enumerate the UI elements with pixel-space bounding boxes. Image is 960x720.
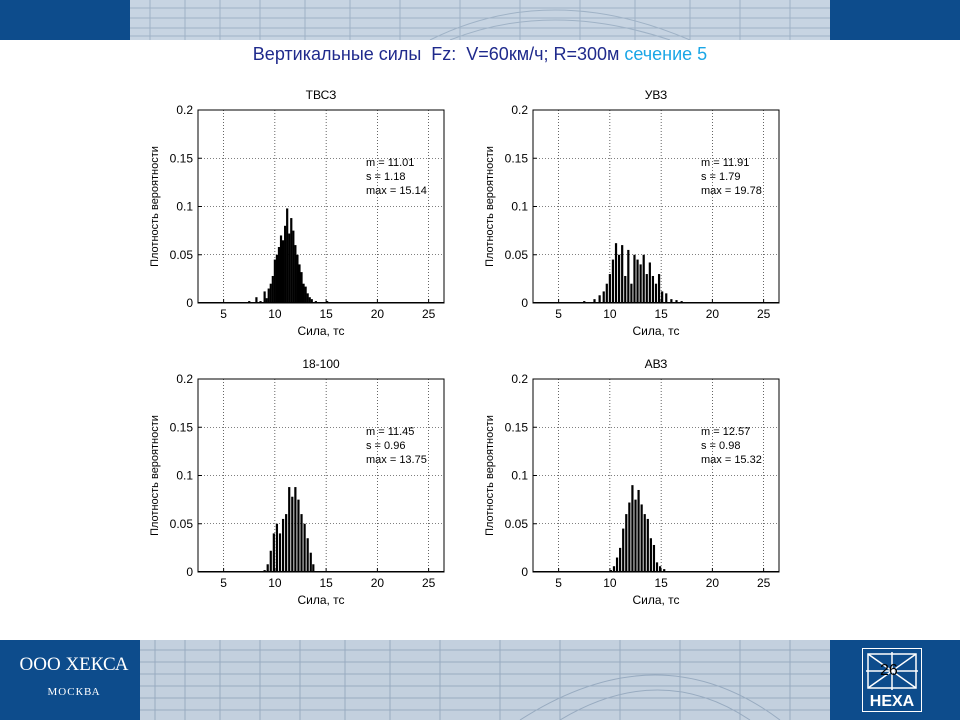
- mesh-decoration: [140, 640, 830, 720]
- chart-title: АВЗ: [644, 357, 668, 371]
- histogram-bar: [653, 545, 655, 572]
- histogram-bar: [652, 276, 654, 303]
- histogram-bar: [646, 274, 648, 303]
- x-tick-label: 5: [220, 576, 227, 590]
- histogram-bar: [302, 284, 304, 303]
- histogram-bar: [643, 255, 645, 303]
- histogram-bar: [637, 490, 639, 572]
- histogram-bar: [264, 291, 266, 303]
- x-tick-label: 15: [654, 307, 668, 321]
- x-tick-label: 15: [654, 576, 668, 590]
- chart-uvz: [475, 85, 795, 350]
- histogram-bar: [270, 551, 272, 572]
- page-number: 26: [880, 662, 898, 679]
- x-tick-label: 10: [603, 307, 617, 321]
- slide-title: [0, 44, 960, 65]
- histogram-bar: [270, 284, 272, 303]
- company-name: ООО ХЕКСА: [19, 654, 129, 675]
- histogram-bar: [658, 274, 660, 303]
- histogram-bar: [625, 514, 627, 572]
- histogram-bar: [628, 503, 630, 572]
- histogram-bar: [641, 504, 643, 572]
- header-band: [0, 0, 960, 40]
- histogram-bar: [606, 284, 608, 303]
- histogram-bar: [285, 514, 287, 572]
- histogram-bar: [300, 272, 302, 303]
- histogram-bar: [278, 247, 280, 303]
- histogram-bar: [272, 276, 274, 303]
- x-tick-label: 20: [370, 576, 385, 590]
- x-tick-label: 5: [555, 307, 562, 321]
- histogram-bar: [286, 208, 288, 303]
- histogram-bar: [305, 287, 307, 303]
- y-tick-label: 0.05: [504, 247, 528, 262]
- histogram-bar: [619, 548, 621, 572]
- y-tick-label: 0.15: [169, 420, 193, 435]
- histogram-bar: [616, 558, 618, 572]
- y-tick-label: 0: [186, 565, 193, 579]
- histogram-bar: [603, 291, 605, 303]
- y-axis-label: Плотность вероятности: [149, 146, 161, 267]
- x-axis-label: Сила, тс: [632, 593, 680, 607]
- y-axis-label: Плотность вероятности: [149, 415, 161, 536]
- histogram-bar: [624, 276, 626, 303]
- histogram-bar: [267, 564, 269, 572]
- x-tick-label: 10: [268, 307, 282, 321]
- histogram-bar: [631, 485, 633, 572]
- x-tick-label: 10: [268, 576, 282, 590]
- histogram-bar: [644, 514, 646, 572]
- x-tick-label: 15: [319, 307, 333, 321]
- histogram-bar: [665, 293, 667, 303]
- histogram-bar: [300, 514, 302, 572]
- company-city: МОСКВА: [47, 686, 101, 698]
- histogram-bar: [307, 293, 309, 303]
- mesh-decoration: [130, 0, 830, 40]
- y-tick-label: 0.2: [176, 103, 193, 117]
- x-tick-label: 25: [756, 576, 771, 590]
- x-tick-label: 25: [756, 307, 771, 321]
- y-tick-label: 0.15: [169, 151, 193, 166]
- histogram-bar: [282, 240, 284, 303]
- histogram-bar: [288, 234, 290, 303]
- chart-avz: [475, 354, 795, 619]
- histogram-bar: [279, 533, 281, 572]
- stats-annotation: m = 11.91: [701, 157, 750, 169]
- y-tick-label: 0.1: [176, 199, 193, 214]
- histogram-bar: [292, 231, 294, 303]
- histogram-bar: [310, 553, 312, 572]
- x-tick-label: 15: [319, 576, 333, 590]
- stats-annotation: max = 19.78: [701, 185, 762, 197]
- stats-annotation: s = 1.18: [366, 171, 406, 183]
- x-axis-label: Сила, тс: [632, 324, 680, 338]
- y-tick-label: 0: [186, 296, 193, 310]
- histogram-bar: [273, 533, 275, 572]
- y-tick-label: 0.2: [511, 372, 528, 386]
- y-tick-label: 0.1: [511, 199, 528, 214]
- stats-annotation: max = 13.75: [366, 454, 427, 466]
- y-tick-label: 0.1: [176, 468, 193, 483]
- stats-annotation: s = 0.98: [701, 440, 741, 452]
- x-tick-label: 20: [705, 307, 720, 321]
- histogram-bar: [636, 260, 638, 303]
- histogram-bar: [599, 295, 601, 303]
- histogram-bar: [296, 255, 298, 303]
- y-tick-label: 0.15: [504, 151, 528, 166]
- histogram-bar: [655, 284, 657, 303]
- chart-title: 18-100: [302, 357, 340, 371]
- histogram-bar: [294, 487, 296, 572]
- histogram-bar: [647, 519, 649, 572]
- histogram-bar: [634, 500, 636, 572]
- footer-band: [0, 640, 960, 720]
- hexa-logo: [862, 648, 922, 712]
- title-highlight: сечение 5: [624, 44, 708, 64]
- logo-text: HEXA: [869, 693, 915, 710]
- stats-annotation: s = 1.79: [701, 171, 741, 183]
- histogram-bar: [622, 529, 624, 572]
- y-axis-label: Плотность вероятности: [484, 146, 496, 267]
- histogram-bar: [280, 235, 282, 303]
- y-tick-label: 0.05: [169, 247, 193, 262]
- histogram-bar: [649, 262, 651, 303]
- y-tick-label: 0: [521, 296, 528, 310]
- y-tick-label: 0: [521, 565, 528, 579]
- x-tick-label: 5: [220, 307, 227, 321]
- y-tick-label: 0.2: [176, 372, 193, 386]
- histogram-bar: [627, 250, 629, 303]
- stats-annotation: s = 0.96: [366, 440, 406, 452]
- histogram-bar: [621, 245, 623, 303]
- histogram-bar: [615, 243, 617, 303]
- histogram-bar: [633, 255, 635, 303]
- histogram-bar: [640, 264, 642, 303]
- y-tick-label: 0.05: [504, 516, 528, 531]
- histogram-bar: [294, 245, 296, 303]
- histogram-bar: [312, 564, 314, 572]
- histogram-bar: [284, 226, 286, 303]
- x-tick-label: 10: [603, 576, 617, 590]
- chart-title: УВЗ: [644, 88, 668, 102]
- chart-18-100: [140, 354, 460, 619]
- x-tick-label: 5: [555, 576, 562, 590]
- title-main: Вертикальные силы Fz: V=60км/ч; R=300м: [252, 44, 625, 64]
- y-tick-label: 0.15: [504, 420, 528, 435]
- histogram-bar: [618, 255, 620, 303]
- histogram-bar: [304, 524, 306, 572]
- histogram-bar: [650, 538, 652, 572]
- histogram-bar: [630, 284, 632, 303]
- histogram-bar: [656, 562, 658, 572]
- chart-title: ТВСЗ: [305, 88, 337, 102]
- histogram-bar: [612, 260, 614, 303]
- histogram-bar: [274, 260, 276, 303]
- stats-annotation: max = 15.32: [701, 454, 762, 466]
- histogram-bar: [290, 218, 292, 303]
- y-axis-label: Плотность вероятности: [484, 415, 496, 536]
- stats-annotation: m = 12.57: [701, 426, 751, 438]
- x-tick-label: 25: [421, 307, 436, 321]
- y-tick-label: 0.05: [169, 516, 193, 531]
- histogram-bar: [297, 500, 299, 572]
- histogram-bar: [298, 264, 300, 303]
- x-tick-label: 20: [705, 576, 720, 590]
- histogram-bar: [307, 538, 309, 572]
- histogram-bar: [288, 487, 290, 572]
- histogram-bar: [291, 497, 293, 572]
- x-axis-label: Сила, тс: [297, 324, 345, 338]
- x-axis-label: Сила, тс: [297, 593, 345, 607]
- x-tick-label: 20: [370, 307, 385, 321]
- histogram-bar: [268, 289, 270, 303]
- x-tick-label: 25: [421, 576, 436, 590]
- stats-annotation: m = 11.01: [366, 157, 415, 169]
- histogram-bar: [276, 255, 278, 303]
- histogram-bar: [282, 519, 284, 572]
- histogram-bar: [276, 524, 278, 572]
- y-tick-label: 0.1: [511, 468, 528, 483]
- stats-annotation: max = 15.14: [366, 185, 427, 197]
- stats-annotation: m = 11.45: [366, 426, 415, 438]
- histogram-bar: [609, 274, 611, 303]
- y-tick-label: 0.2: [511, 103, 528, 117]
- chart-tvsz: [140, 85, 460, 350]
